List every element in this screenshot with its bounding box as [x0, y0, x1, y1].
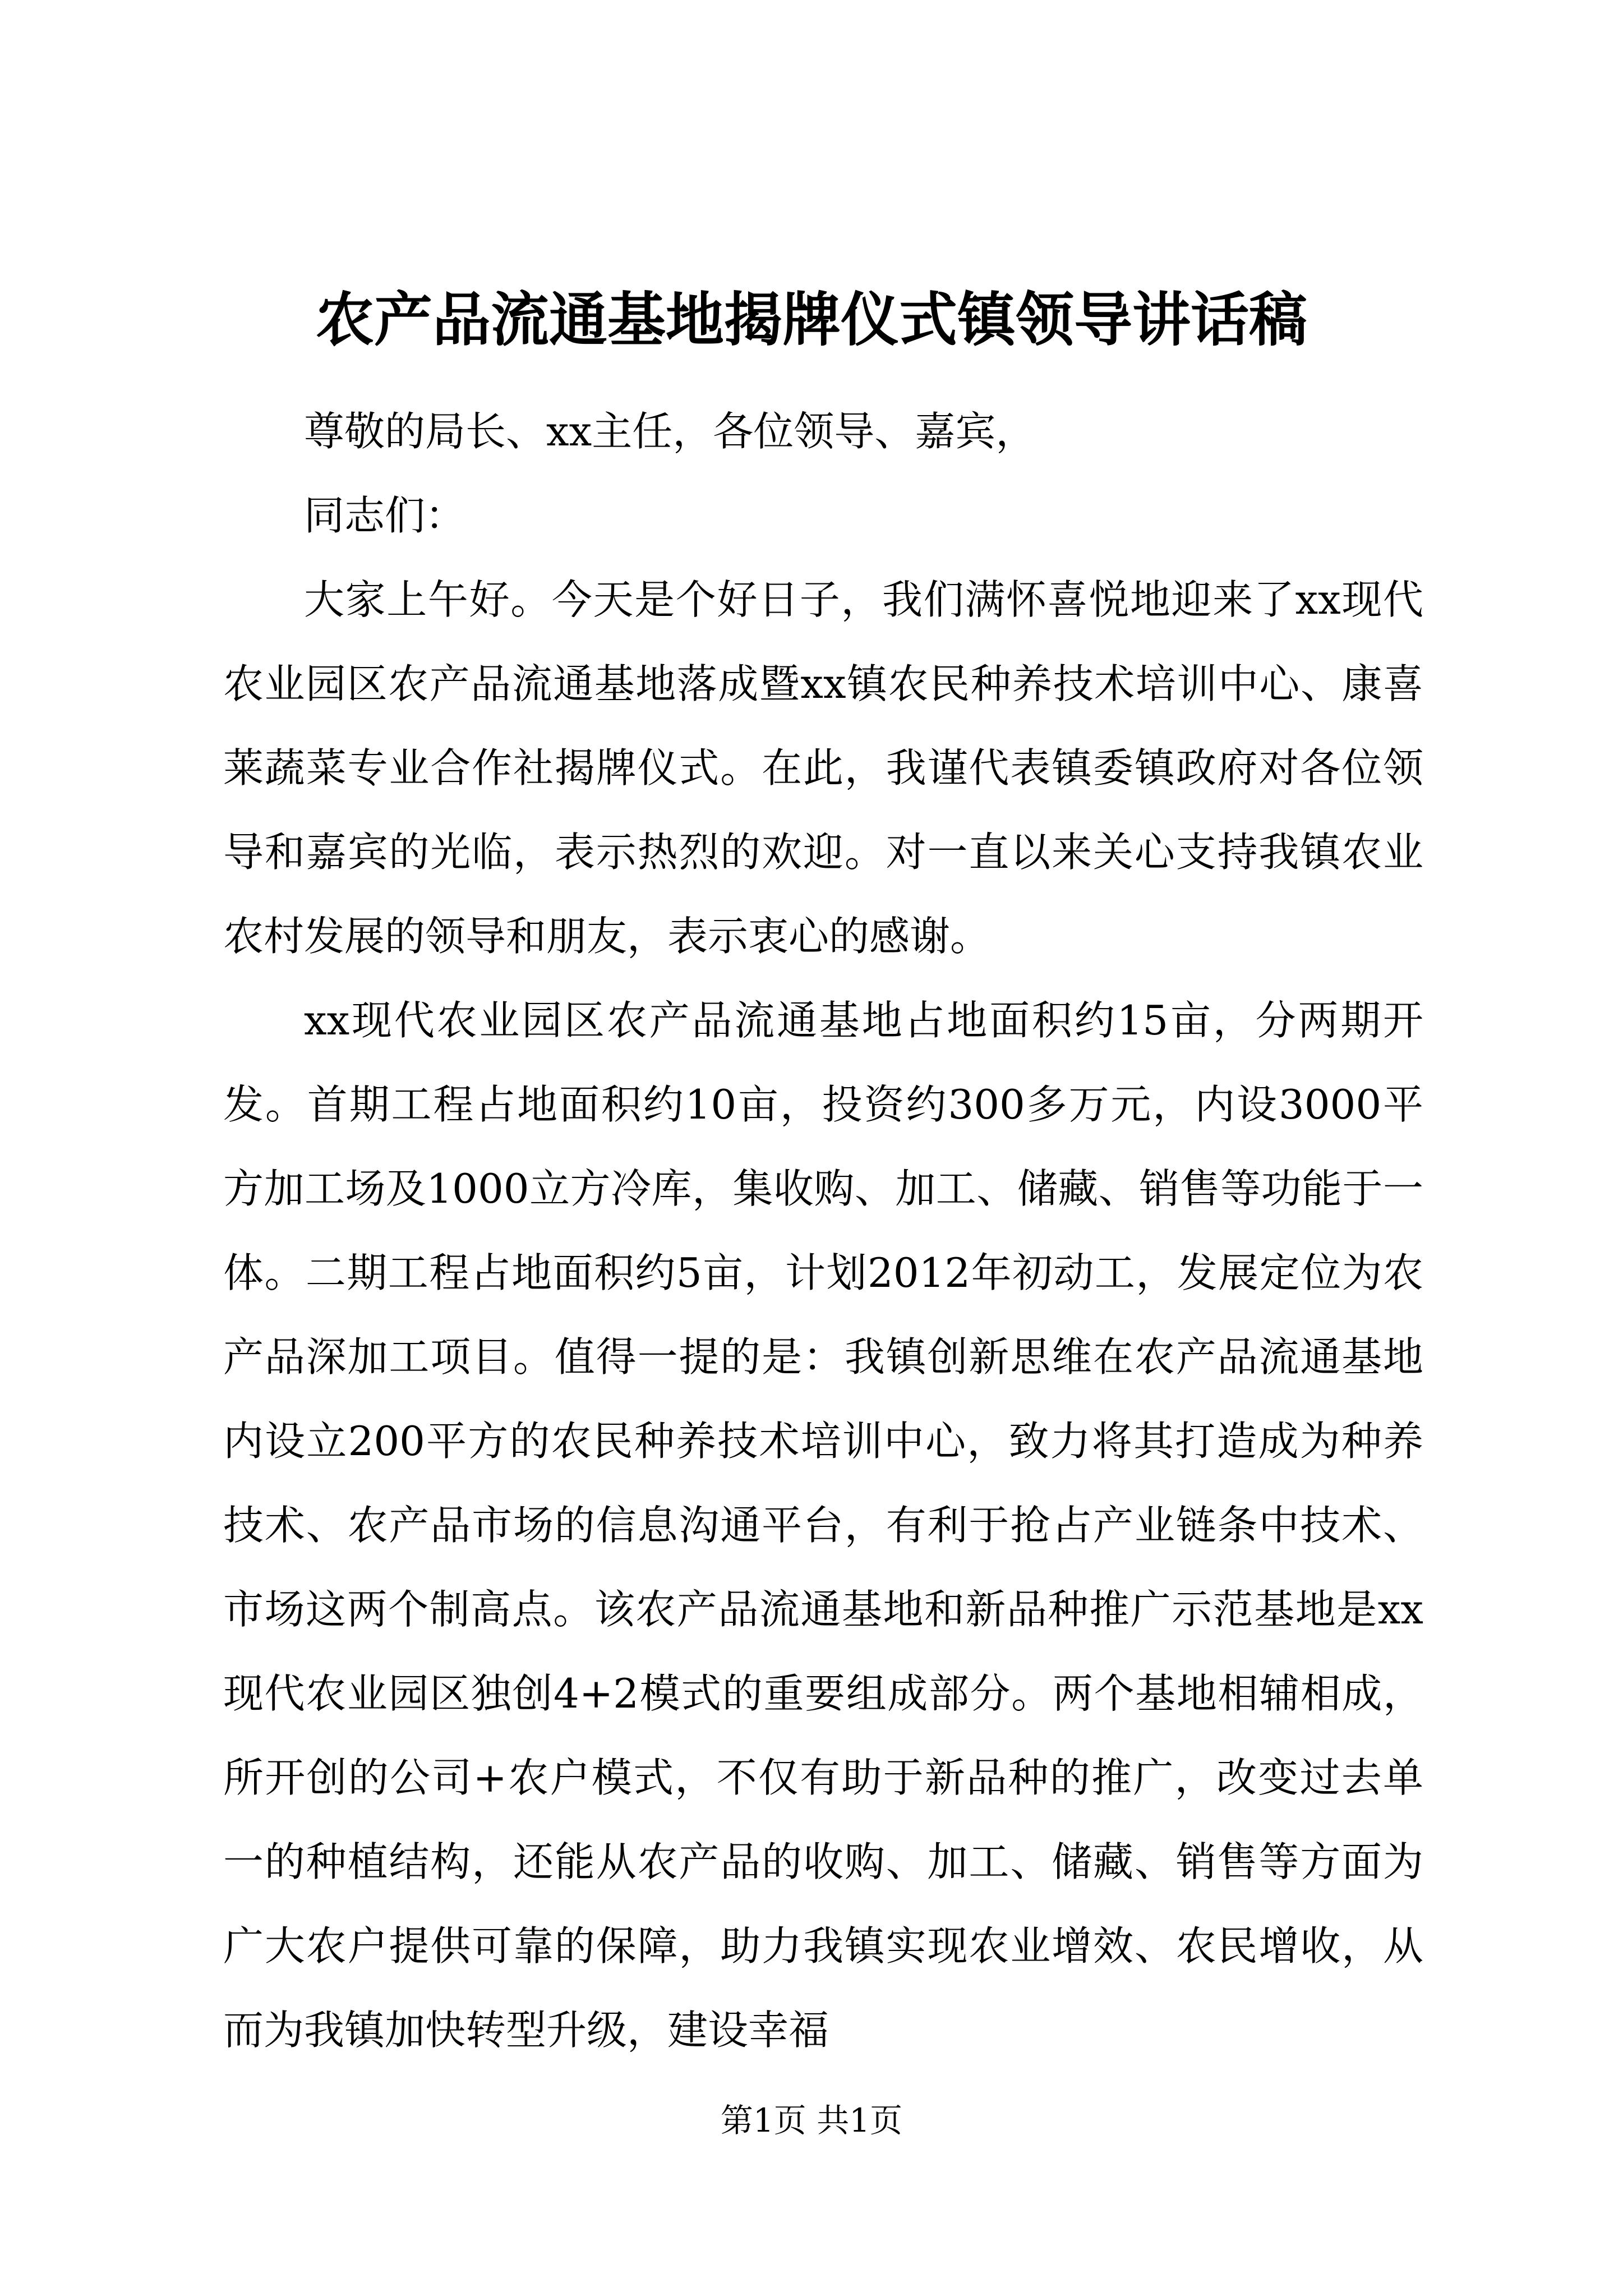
document-body — [223, 389, 1423, 2072]
page-footer: 第1页 共1页 — [720, 2101, 903, 2139]
greeting-paragraph: 同志们： — [304, 492, 466, 539]
project-description-paragraph: xx现代农业园区农产品流通基地占地面积约15亩，分两期开发。首期工程占地面积约10亩，投资约300多万元，内设3000平方加工场及1000立方冷库，集收购、加工、储藏、销售等功能于一体。二期工程占地面积约5亩，计划2012年初动工，发展定位为农产品深加工项目。值得一提的是：我镇创新思维在农产品流通基地内设立200平方的农民种养技术培训中心，致力将其打造成为种养技术、农产品市场的信息沟通平台，有利于抢占产业链条中技术、市场这两个制高点。该农产品流通基地和新品种推广示范基地是xx现代农业园区独创4+2模式的重要组成部分。两个基地相辅相成，所开创的公司+农户模式，不仅有助于新品种的推广，改变过去单一的种植结构，还能从农产品的收购、加工、储藏、销售等方面为广大农户提供可靠的保障，助力我镇实现农业增效、农民增收，从而为我镇加快转型升级，建设幸福 — [223, 997, 1423, 2054]
document-title: 农产品流通基地揭牌仪式镇领导讲话稿 — [315, 285, 1307, 354]
welcome-paragraph: 大家上午好。今天是个好日子，我们满怀喜悦地迎来了xx现代农业园区农产品流通基地落成暨xx镇农民种养技术培训中心、康喜莱蔬菜专业合作社揭牌仪式。在此，我谨代表镇委镇政府对各位领导和嘉宾的光临，表示热烈的欢迎。对一直以来关心支持我镇农业农村发展的领导和朋友，表示衷心的感谢。 — [223, 576, 1423, 960]
salutation-paragraph: 尊敬的局长、xx主任，各位领导、嘉宾， — [304, 408, 1036, 455]
